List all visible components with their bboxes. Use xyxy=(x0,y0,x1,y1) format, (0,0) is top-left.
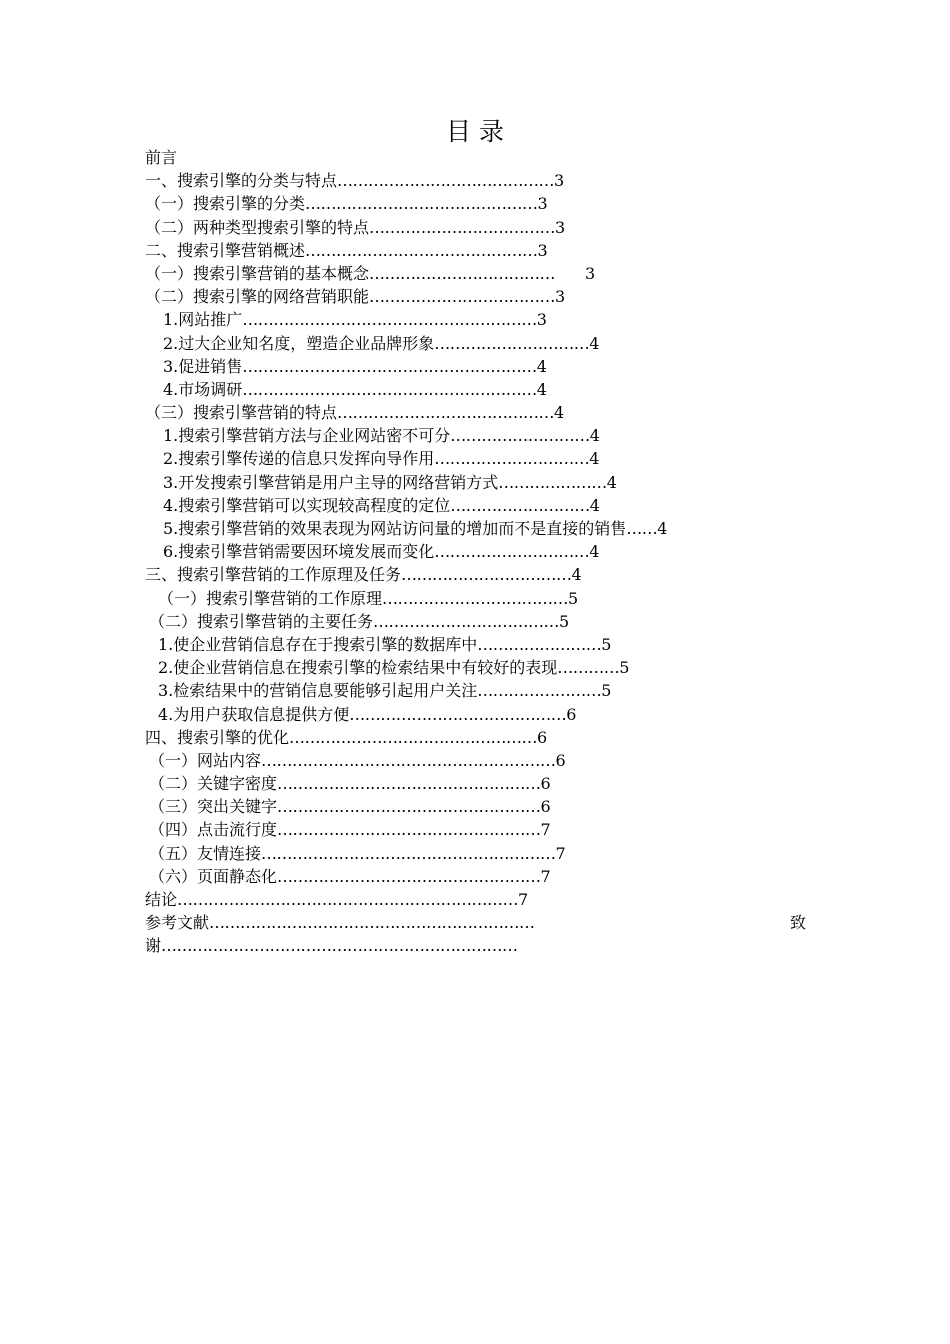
toc-entry-text: 四、搜索引擎的优化 xyxy=(145,727,290,747)
toc-entry xyxy=(145,285,825,308)
toc-entry-text: 5.搜索引擎营销的效果表现为网站访问量的增加而不是直接的销售 xyxy=(163,519,627,538)
toc-leader-dots: ……………………… xyxy=(450,495,590,515)
table-of-contents xyxy=(145,146,825,958)
toc-page-number: 3 xyxy=(585,263,596,283)
toc-leader-dots: …………………………………… xyxy=(349,704,567,724)
toc-leader-dots: …………………………………………… xyxy=(277,774,541,794)
toc-page-number: 4 xyxy=(606,472,617,492)
toc-page-number: 3 xyxy=(537,194,548,214)
toc-entry-text: （三）搜索引擎营销的特点 xyxy=(145,403,338,423)
toc-leader-dots: …………………… xyxy=(477,634,602,654)
toc-leader-dots: ………………………………………………… xyxy=(261,750,556,770)
toc-entry-text: （二）搜索引擎营销的主要任务 xyxy=(149,611,374,631)
toc-page-number: 6 xyxy=(555,750,566,770)
toc-entry xyxy=(145,865,825,888)
toc-leader-dots: …………………… xyxy=(477,681,602,701)
toc-entry-text: 1.搜索引擎营销方法与企业网站密不可分 xyxy=(163,426,451,446)
toc-leader-dots: ………………………………………………… xyxy=(242,310,537,330)
toc-entry-text: （三）突出关键字 xyxy=(149,797,278,817)
toc-entry xyxy=(145,378,825,401)
toc-entry xyxy=(145,656,825,679)
toc-entry xyxy=(145,842,825,865)
toc-entry-text: 二、搜索引擎营销概述 xyxy=(145,240,306,260)
toc-leader-dots: ………………………………………………… xyxy=(261,843,556,863)
toc-entry xyxy=(145,239,825,262)
toc-entry xyxy=(145,517,825,540)
toc-entry xyxy=(145,563,825,586)
toc-entry xyxy=(145,494,825,517)
toc-entry xyxy=(145,795,825,818)
toc-leader-dots: ………………………………………… xyxy=(289,727,538,747)
toc-leader-dots: …………………………………………… xyxy=(277,866,541,886)
toc-entry xyxy=(145,540,825,563)
toc-leader-dots: ……………………………… xyxy=(382,588,569,608)
toc-entry-text: （五）友情连接 xyxy=(149,843,262,863)
toc-page-number: 5 xyxy=(559,611,570,631)
toc-page-number: 6 xyxy=(540,774,551,794)
toc-entry-text: 前言 xyxy=(145,148,178,167)
toc-entry-wrapped-char: 致 xyxy=(790,913,807,933)
toc-leader-dots: ……………………………………… xyxy=(305,240,538,260)
toc-page-number: 5 xyxy=(601,634,612,654)
toc-page-number: 3 xyxy=(555,287,566,307)
toc-page-number: 5 xyxy=(601,681,612,701)
toc-leader-dots: ………………………… xyxy=(434,542,590,562)
toc-entry-text: 4.为用户获取信息提供方便 xyxy=(158,704,350,724)
toc-entry-text: （一）搜索引擎营销的基本概念 xyxy=(145,263,370,283)
toc-entry-text: （四）点击流行度 xyxy=(149,820,278,840)
toc-page-number: 4 xyxy=(589,495,600,515)
toc-entry xyxy=(145,447,825,470)
toc-entry xyxy=(145,911,825,934)
toc-entry xyxy=(145,818,825,841)
toc-page-number: 4 xyxy=(657,519,668,538)
toc-leader-dots: ……………………………………………………… xyxy=(209,913,535,933)
toc-leader-dots: ………………………………………………… xyxy=(242,356,537,376)
toc-page-number: 3 xyxy=(555,217,566,237)
toc-entry xyxy=(145,308,825,331)
toc-leader-dots: ………………………………………………… xyxy=(242,379,537,399)
toc-page-number: 3 xyxy=(537,240,548,260)
toc-page-number: 7 xyxy=(540,866,551,886)
toc-entry xyxy=(145,216,825,239)
toc-leader-dots: ………………… xyxy=(498,472,607,492)
toc-entry xyxy=(145,146,825,169)
toc-leader-dots: …………………………………………… xyxy=(277,797,541,817)
toc-page-number: 7 xyxy=(555,843,566,863)
toc-entry-text: 3.检索结果中的营销信息要能够引起用户关注 xyxy=(158,681,478,701)
toc-page-number: 6 xyxy=(537,727,548,747)
toc-page-number: 4 xyxy=(554,403,565,423)
toc-entry xyxy=(145,401,825,424)
toc-entry-text: （二）搜索引擎的网络营销职能 xyxy=(145,287,370,307)
toc-page-number: 5 xyxy=(568,588,579,608)
toc-entry-text: 3.促进销售 xyxy=(163,356,243,376)
toc-entry-text: 参考文献 xyxy=(145,913,210,933)
toc-leader-dots: ……………………………………… xyxy=(305,194,538,214)
toc-entry xyxy=(145,262,825,285)
toc-entry-text: 1.网站推广 xyxy=(163,310,243,330)
toc-entry-text: 4.搜索引擎营销可以实现较高程度的定位 xyxy=(163,495,451,515)
toc-page-number: 6 xyxy=(566,704,577,724)
toc-entry-text: 4.市场调研 xyxy=(163,379,243,399)
toc-entry xyxy=(145,192,825,215)
toc-leader-dots: ……………………… xyxy=(450,426,590,446)
toc-entry-text: （二）关键字密度 xyxy=(149,774,278,794)
toc-entry xyxy=(145,772,825,795)
toc-leader-dots: ……………………………… xyxy=(373,611,560,631)
toc-entry xyxy=(145,888,825,911)
toc-entry xyxy=(145,471,825,494)
toc-page-number: 7 xyxy=(540,820,551,840)
toc-entry-text: （一）网站内容 xyxy=(149,750,262,770)
toc-entry xyxy=(145,424,825,447)
toc-entry-text: 2.搜索引擎传递的信息只发挥向导作用 xyxy=(163,449,435,469)
toc-entry-text: 谢 xyxy=(145,936,162,956)
toc-page-number: 4 xyxy=(571,565,582,585)
toc-leader-dots: …………………………………………………………… xyxy=(161,936,518,956)
toc-entry-text: 2.使企业营销信息在搜索引擎的检索结果中有较好的表现 xyxy=(158,658,558,678)
toc-page-number: 4 xyxy=(589,333,600,353)
toc-leader-dots: ……………………………… xyxy=(369,217,556,237)
toc-entry xyxy=(145,726,825,749)
toc-entry xyxy=(145,749,825,772)
toc-leader-dots: ………………………… xyxy=(434,449,590,469)
toc-entry-text: 结论 xyxy=(145,890,178,909)
toc-entry xyxy=(145,679,825,702)
toc-page-number: 4 xyxy=(589,426,600,446)
toc-page-number: 7 xyxy=(518,890,529,909)
toc-entry xyxy=(145,934,825,957)
toc-entry-text: 三、搜索引擎营销的工作原理及任务 xyxy=(145,565,402,585)
toc-leader-dots: ………………………………………………………… xyxy=(177,890,519,909)
toc-page-number: 4 xyxy=(536,379,547,399)
toc-entry-text: 3.开发搜索引擎营销是用户主导的网络营销方式 xyxy=(163,472,499,492)
toc-page-number: 4 xyxy=(589,449,600,469)
page-title: 目 录 xyxy=(446,117,504,146)
toc-entry-text: 一、搜索引擎的分类与特点 xyxy=(145,171,338,191)
toc-leader-dots: …… xyxy=(626,519,658,538)
toc-entry xyxy=(145,633,825,656)
toc-page-number: 4 xyxy=(536,356,547,376)
toc-leader-dots: ………… xyxy=(557,658,620,678)
toc-entry xyxy=(145,587,825,610)
toc-leader-dots: …………………………………………… xyxy=(277,820,541,840)
toc-entry-text: 6.搜索引擎营销需要因环境发展而变化 xyxy=(163,542,435,562)
toc-entry xyxy=(145,169,825,192)
toc-page-number: 5 xyxy=(619,658,630,678)
toc-leader-dots: ………………………… xyxy=(434,333,590,353)
toc-leader-dots: ……………………………… xyxy=(369,287,556,307)
toc-entry-text: 1.使企业营销信息存在于搜索引擎的数据库中 xyxy=(158,634,478,654)
toc-entry xyxy=(145,703,825,726)
toc-entry-text: 2.过大企业知名度，塑造企业品牌形象 xyxy=(163,333,435,353)
toc-page-number: 3 xyxy=(554,171,565,191)
toc-leader-dots: ……………………………… xyxy=(369,263,556,283)
toc-entry xyxy=(145,610,825,633)
toc-entry xyxy=(145,332,825,355)
toc-entry-text: （一）搜索引擎的分类 xyxy=(145,194,306,214)
toc-page-number: 6 xyxy=(540,797,551,817)
toc-entry xyxy=(145,355,825,378)
toc-entry-text: （二）两种类型搜索引擎的特点 xyxy=(145,217,370,237)
toc-leader-dots: …………………………………… xyxy=(337,171,555,191)
toc-leader-dots: …………………………… xyxy=(401,565,572,585)
toc-entry-text: （一）搜索引擎营销的工作原理 xyxy=(158,588,383,608)
toc-leader-dots: …………………………………… xyxy=(337,403,555,423)
toc-page-number: 3 xyxy=(536,310,547,330)
toc-page-number: 4 xyxy=(589,542,600,562)
toc-entry-text: （六）页面静态化 xyxy=(149,866,278,886)
